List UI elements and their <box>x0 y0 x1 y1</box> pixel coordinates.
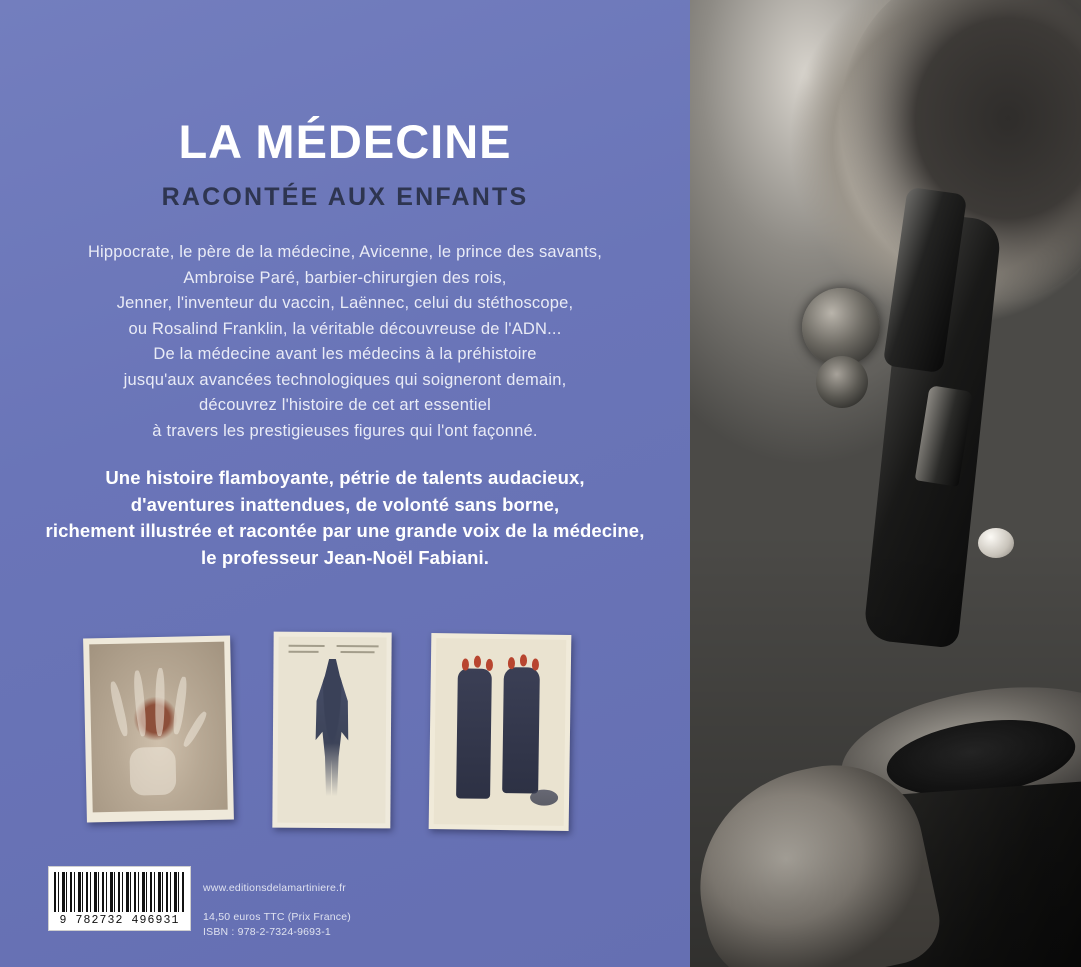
publisher-website[interactable]: www.editionsdelamartiniere.fr <box>203 882 346 894</box>
bone-shape <box>172 676 189 735</box>
caption-rule <box>337 645 379 647</box>
price-label: 14,50 euros TTC (Prix France) <box>203 911 351 923</box>
bone-shape <box>155 668 165 736</box>
thumbnail-planche-anatomique <box>272 632 391 829</box>
page-subtitle: RACONTÉE AUX ENFANTS <box>161 183 529 211</box>
blurb-line: Hippocrate, le père de la médecine, Avicenne, le prince des savants, <box>87 243 603 261</box>
blurb-text <box>45 240 645 444</box>
flame-shape <box>486 659 493 671</box>
cover-photo-microscope <box>690 0 1081 967</box>
blurb-line: Jenner, l'inventeur du vaccin, Laënnec, celui du stéthoscope, <box>116 294 574 312</box>
blurb-line: De la médecine avant les médecins à la préhistoire <box>153 345 537 363</box>
highlight-line: le professeur Jean-Noël Fabiani. <box>201 546 489 568</box>
blurb-line: jusqu'aux avancées technologiques qui soigneront demain, <box>123 370 567 389</box>
bone-shape <box>132 670 147 737</box>
caption-rule <box>289 651 319 653</box>
engraving-image <box>434 638 567 826</box>
imprint-block <box>203 881 351 940</box>
flame-shape <box>462 658 469 670</box>
anatomy-plate-image <box>277 637 386 824</box>
blurb-line: à travers les prestigieuses figures qui l'ont façonné. <box>152 421 538 440</box>
barcode-bars <box>54 872 185 912</box>
thumbnail-gravure-chirurgie <box>429 633 572 831</box>
thumbnail-gallery <box>85 632 585 832</box>
caption-rule <box>289 645 325 647</box>
palm-shape <box>129 747 176 796</box>
highlight-line: Une histoire flamboyante, pétrie de talents audacieux, <box>105 467 585 488</box>
bone-shape <box>109 680 131 737</box>
highlight-text <box>25 465 665 571</box>
flame-shape <box>520 654 527 666</box>
anatomical-figure <box>315 659 350 799</box>
flame-shape <box>474 656 481 668</box>
isbn-label: ISBN : 978-2-7324-9693-1 <box>203 926 331 938</box>
limb-shape <box>456 668 492 798</box>
barcode <box>48 866 191 931</box>
highlight-line: d'aventures inattendues, de volonté sans borne, <box>130 493 560 515</box>
highlight-line: richement illustrée et racontée par une grande voix de la médecine, <box>45 520 645 541</box>
blurb-line: Ambroise Paré, barbier-chirurgien des rois, <box>183 268 507 287</box>
caption-rule <box>341 651 375 653</box>
tool-shape <box>530 789 558 805</box>
microscope-coarse-knob <box>802 288 880 366</box>
microscope-cap <box>978 528 1014 558</box>
blurb-line: ou Rosalind Franklin, la véritable découvreuse de l'ADN... <box>128 319 562 338</box>
limb-shape <box>502 667 540 793</box>
blurb-line: découvrez l'histoire de cet art essentiel <box>199 396 491 414</box>
radiograph-image <box>89 642 227 813</box>
flame-shape <box>508 657 515 669</box>
flame-shape <box>532 658 539 670</box>
page-title: LA MÉDECINE <box>178 115 512 168</box>
title-block <box>0 115 690 212</box>
thumbnail-radiographie-main <box>83 635 234 822</box>
bone-shape <box>181 710 208 748</box>
microscope-fine-knob <box>816 356 868 408</box>
barcode-digits: 9 782732 496931 <box>59 914 180 927</box>
